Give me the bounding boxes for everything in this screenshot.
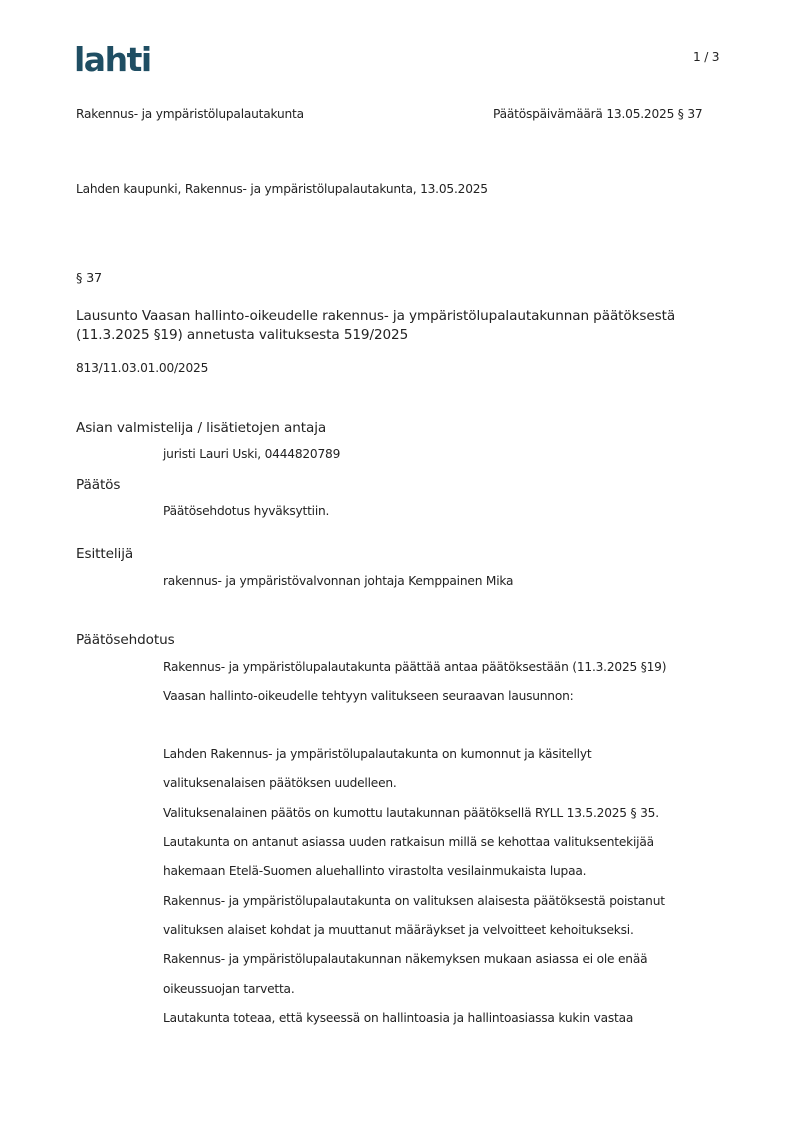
- proposal-line: Rakennus- ja ympäristölupalautakunnan näkemyksen mukaan asiassa ei ole enää: [163, 952, 648, 966]
- presenter-value: rakennus- ja ympäristövalvonnan johtaja Kemppainen Mika: [163, 574, 514, 588]
- preparer-heading: Asian valmistelija / lisätietojen antaja: [76, 420, 327, 436]
- proposal-line: valituksenalaisen päätöksen uudelleen.: [163, 776, 397, 790]
- proposal-line: hakemaan Etelä-Suomen aluehallinto virastolta vesilainmukaista lupaa.: [163, 864, 587, 878]
- document-title-line-2: (11.3.2025 §19) annetusta valituksesta 519/2025: [76, 327, 409, 343]
- diary-number: 813/11.03.01.00/2025: [76, 361, 209, 375]
- page-number: 1 / 3: [693, 50, 720, 64]
- proposal-line: Lahden Rakennus- ja ympäristölupalautakunta on kumonnut ja käsitellyt: [163, 747, 592, 761]
- lahti-logo: lahti: [74, 40, 151, 79]
- decision-value: Päätösehdotus hyväksyttiin.: [163, 504, 330, 518]
- decision-heading: Päätös: [76, 477, 121, 493]
- proposal-line: Rakennus- ja ympäristölupalautakunta päättää antaa päätöksestään (11.3.2025 §19): [163, 660, 667, 674]
- proposal-line: Lautakunta on antanut asiassa uuden ratkaisun millä se kehottaa valituksentekijää: [163, 835, 654, 849]
- proposal-line: Vaasan hallinto-oikeudelle tehtyyn valitukseen seuraavan lausunnon:: [163, 689, 574, 703]
- proposal-line: Rakennus- ja ympäristölupalautakunta on valituksen alaisesta päätöksestä poistanut: [163, 894, 665, 908]
- proposal-heading: Päätösehdotus: [76, 632, 175, 648]
- document-title-line-1: Lausunto Vaasan hallinto-oikeudelle rakennus- ja ympäristölupalautakunnan päätöksestä: [76, 308, 676, 324]
- section-number: § 37: [76, 271, 102, 286]
- proposal-line: Lautakunta toteaa, että kyseessä on hallintoasia ja hallintoasiassa kukin vastaa: [163, 1011, 634, 1025]
- meeting-line: Lahden kaupunki, Rakennus- ja ympäristölupalautakunta, 13.05.2025: [76, 182, 488, 196]
- proposal-line: valituksen alaiset kohdat ja muuttanut määräykset ja velvoitteet kehoitukseksi.: [163, 923, 634, 937]
- preparer-value: juristi Lauri Uski, 0444820789: [163, 447, 341, 461]
- organization-name: Rakennus- ja ympäristölupalautakunta: [76, 107, 304, 121]
- presenter-heading: Esittelijä: [76, 546, 134, 562]
- proposal-line: Valituksenalainen päätös on kumottu lautakunnan päätöksellä RYLL 13.5.2025 § 35.: [163, 806, 659, 820]
- proposal-line: oikeussuojan tarvetta.: [163, 982, 295, 996]
- decision-date: Päätöspäivämäärä 13.05.2025 § 37: [493, 107, 703, 121]
